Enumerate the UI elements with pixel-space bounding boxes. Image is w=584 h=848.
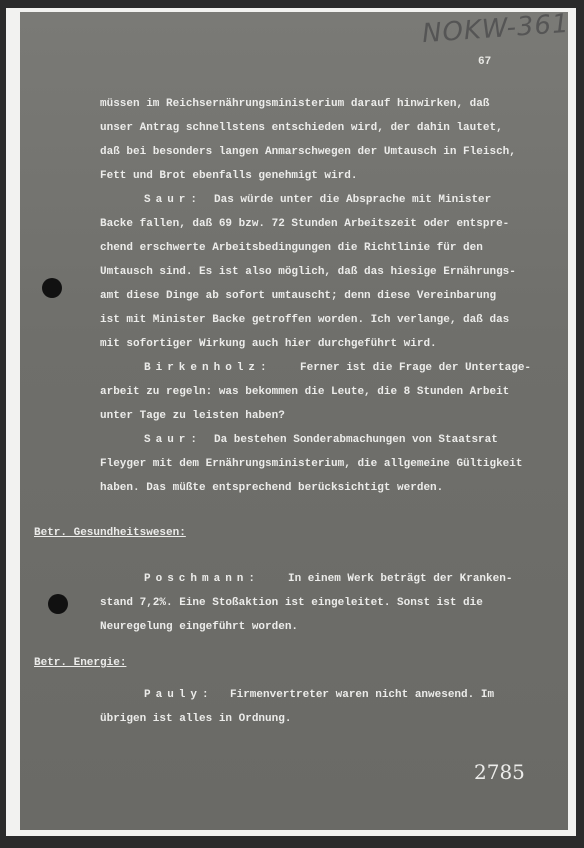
text-line: Fleyger mit dem Ernährungsministerium, die allgemeine Gültigkeit — [100, 458, 523, 470]
text-line: unter Tage zu leisten haben? — [100, 410, 285, 422]
text-line: mit sofortiger Wirkung auch hier durchgeführt wird. — [100, 338, 437, 350]
text-line: In einem Werk beträgt der Kranken- — [288, 573, 513, 585]
speaker-name: Saur: — [144, 434, 203, 446]
text-line: Ferner ist die Frage der Untertage- — [300, 362, 532, 374]
archive-stamp-number: 2785 — [474, 760, 525, 784]
text-line: Fett und Brot ebenfalls genehmigt wird. — [100, 170, 358, 182]
page-number: 67 — [478, 56, 492, 68]
text-line: amt diese Dinge ab sofort umtauscht; denn diese Vereinbarung — [100, 290, 497, 302]
punch-hole-upper — [42, 278, 62, 298]
speaker-name: Saur: — [144, 194, 203, 206]
speaker-name: Birkenholz: — [144, 362, 272, 374]
text-line: daß bei besonders langen Anmarschwegen der Umtausch in Fleisch, — [100, 146, 516, 158]
section-heading: Betr. Gesundheitswesen: — [34, 527, 186, 539]
text-line: übrigen ist alles in Ordnung. — [100, 713, 292, 725]
text-line: arbeit zu regeln: was bekommen die Leute, die 8 Stunden Arbeit — [100, 386, 510, 398]
text-line: ist mit Minister Backe getroffen worden. Ich verlange, daß das — [100, 314, 510, 326]
text-line: Da bestehen Sonderabmachungen von Staatsrat — [214, 434, 498, 446]
text-line: Umtausch sind. Es ist also möglich, daß das hiesige Ernährungs- — [100, 266, 516, 278]
text-line: Backe fallen, daß 69 bzw. 72 Stunden Arbeitszeit oder entspre- — [100, 218, 510, 230]
reference-mark: NOKW-361 — [421, 8, 571, 50]
section-heading: Betr. Energie: — [34, 657, 127, 669]
text-line: haben. Das müßte entsprechend berücksichtigt werden. — [100, 482, 444, 494]
text-line: stand 7,2%. Eine Stoßaktion ist eingeleitet. Sonst ist die — [100, 597, 483, 609]
text-line: chend erschwerte Arbeitsbedingungen die Richtlinie für den — [100, 242, 483, 254]
text-line: unser Antrag schnellstens entschieden wird, der dahin lautet, — [100, 122, 503, 134]
speaker-name: Poschmann: — [144, 573, 261, 585]
text-line: Neuregelung eingeführt worden. — [100, 621, 299, 633]
punch-hole-lower — [48, 594, 68, 614]
text-line: Firmenvertreter waren nicht anwesend. Im — [230, 689, 495, 701]
speaker-name: Pauly: — [144, 689, 214, 701]
text-line: Das würde unter die Absprache mit Minister — [214, 194, 492, 206]
text-line: müssen im Reichsernährungsministerium darauf hinwirken, daß — [100, 98, 490, 110]
